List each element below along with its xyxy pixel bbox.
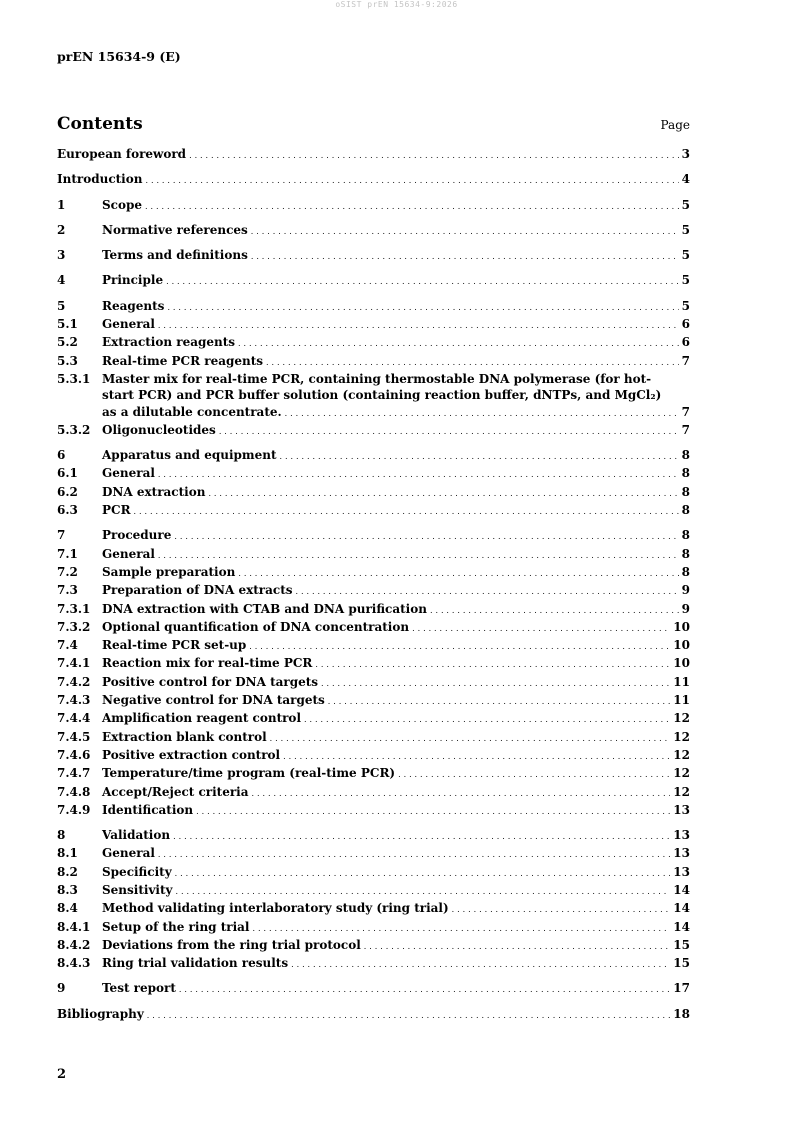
toc-entry-title: as a dilutable concentrate.	[102, 404, 282, 419]
toc-entry-page: 8	[681, 528, 690, 543]
toc-entry-title: General	[102, 466, 155, 481]
toc-entry-title: General	[102, 846, 155, 861]
toc-entry-number: 7.4.7	[57, 766, 91, 781]
toc-entry-page: 12	[673, 747, 690, 762]
toc-entry[interactable]	[57, 784, 690, 802]
toc-entry-page: 12	[673, 729, 690, 744]
toc-entry-number: 7.3.2	[57, 619, 91, 634]
toc-leader-dots	[452, 902, 671, 918]
toc-entry-page: 15	[673, 937, 690, 952]
toc-leader-dots	[158, 318, 679, 334]
toc-entry-title: Introduction	[57, 172, 143, 187]
toc-entry[interactable]	[57, 527, 690, 545]
toc-entry[interactable]	[57, 272, 690, 290]
toc-entry-page: 4	[681, 172, 690, 187]
toc-entry-title: Validation	[102, 828, 171, 843]
toc-entry-title: Terms and definitions	[102, 248, 248, 263]
toc-entry-page: 9	[681, 601, 690, 616]
toc-entry-title: Optional quantification of DNA concentration	[102, 619, 410, 634]
toc-entry[interactable]	[57, 710, 690, 728]
toc-entry-number: 8.4.3	[57, 956, 91, 971]
toc-entry-number: 7.4.1	[57, 656, 91, 671]
toc-entry[interactable]	[57, 1006, 690, 1024]
toc-entry-number: 7.4.9	[57, 802, 91, 817]
toc-entry-page: 13	[673, 846, 690, 861]
toc-entry-page: 13	[673, 864, 690, 879]
toc-entry-number: 6	[57, 448, 66, 463]
toc-entry-number: 4	[57, 273, 66, 288]
toc-leader-dots	[189, 148, 679, 164]
toc-entry-number: 7.4.4	[57, 711, 91, 726]
toc-entry[interactable]	[57, 247, 690, 265]
toc-entry-title: General	[102, 546, 155, 561]
toc-leader-dots	[321, 676, 670, 692]
toc-entry-title: General	[102, 317, 155, 332]
toc-entry-page: 15	[673, 956, 690, 971]
toc-entry-page: 11	[673, 674, 690, 689]
toc-entry[interactable]	[57, 674, 690, 692]
toc-entry[interactable]	[57, 422, 690, 440]
toc-entry-title: Positive control for DNA targets	[102, 674, 319, 689]
toc-entry-page: 5	[681, 197, 690, 212]
toc-entry-number: 7	[57, 528, 66, 543]
toc-entry[interactable]	[57, 900, 690, 918]
toc-entry-title: Real-time PCR set-up	[102, 638, 247, 653]
toc-entry[interactable]	[57, 564, 690, 582]
toc-entry-title: Negative control for DNA targets	[102, 693, 325, 708]
toc-entry-number: 7.1	[57, 546, 78, 561]
toc-leader-dots	[173, 829, 670, 845]
toc-leader-dots	[145, 199, 679, 215]
toc-entry-page: 6	[681, 335, 690, 350]
toc-entry-number: 5	[57, 298, 66, 313]
toc-entry-title: Scope	[102, 197, 143, 212]
toc-leader-dots	[252, 786, 671, 802]
toc-leader-dots	[315, 657, 670, 673]
toc-leader-dots	[158, 548, 679, 564]
toc-entry-title: Temperature/time program (real-time PCR)	[102, 766, 396, 781]
toc-entry[interactable]	[57, 353, 690, 371]
toc-entry-title: Accept/Reject criteria	[102, 784, 249, 799]
toc-entry[interactable]	[57, 655, 690, 673]
toc-leader-dots	[208, 486, 678, 502]
toc-entry-page: 11	[673, 693, 690, 708]
page-number: 2	[57, 1067, 67, 1082]
toc-entry-page: 5	[681, 298, 690, 313]
toc-entry-page: 12	[673, 784, 690, 799]
toc-entry[interactable]	[57, 334, 690, 352]
toc-entry-number: 5.2	[57, 335, 78, 350]
toc-entry-number: 8	[57, 828, 66, 843]
toc-entry[interactable]	[57, 502, 690, 520]
toc-leader-dots	[238, 336, 679, 352]
toc-entry-title-line: Master mix for real-time PCR, containing thermostable DNA polymerase (for hot-	[102, 371, 652, 386]
toc-entry-page: 8	[681, 503, 690, 518]
toc-entry[interactable]	[57, 919, 690, 937]
toc-entry-number: 6.2	[57, 484, 78, 499]
toc-entry-title: Bibliography	[57, 1006, 144, 1021]
toc-entry-title: Real-time PCR reagents	[102, 353, 264, 368]
toc-entry[interactable]	[57, 546, 690, 564]
toc-entry-title: Amplification reagent control	[102, 711, 301, 726]
toc-entry-title: Reaction mix for real-time PCR	[102, 656, 313, 671]
toc-entry[interactable]	[57, 447, 690, 465]
toc-entry[interactable]	[57, 484, 690, 502]
toc-entry-title: PCR	[102, 503, 131, 518]
toc-entry-page: 8	[681, 448, 690, 463]
toc-leader-dots	[147, 1008, 671, 1024]
toc-entry-title: Method validating interlaboratory study (ring trial)	[102, 901, 449, 916]
toc-entry-number: 1	[57, 197, 66, 212]
toc-entry-page: 7	[681, 353, 690, 368]
toc-entry[interactable]	[57, 197, 690, 215]
toc-entry-number: 6.1	[57, 466, 78, 481]
toc-entry-page: 12	[673, 711, 690, 726]
toc-entry-page: 10	[673, 619, 690, 634]
toc-entry[interactable]	[57, 619, 690, 637]
toc-entry-title: Extraction blank control	[102, 729, 267, 744]
toc-entry-title: Ring trial validation results	[102, 956, 289, 971]
toc-entry-title: Normative references	[102, 222, 248, 237]
toc-entry-page: 7	[681, 422, 690, 437]
toc-entry[interactable]	[57, 729, 690, 747]
toc-entry-page: 5	[681, 222, 690, 237]
toc-entry-number: 5.3	[57, 353, 78, 368]
toc-entry[interactable]	[57, 146, 690, 164]
toc-leader-dots	[270, 731, 671, 747]
toc-entry-page: 12	[673, 766, 690, 781]
toc-entry[interactable]	[57, 955, 690, 973]
table-of-contents	[57, 146, 690, 1024]
toc-entry-page: 5	[681, 248, 690, 263]
toc-entry-number: 8.3	[57, 882, 78, 897]
toc-entry-page: 8	[681, 564, 690, 579]
toc-leader-dots	[158, 467, 679, 483]
contents-title: Contents	[57, 114, 143, 134]
toc-entry[interactable]	[57, 582, 690, 600]
toc-entry[interactable]	[57, 222, 690, 240]
toc-entry-title: Preparation of DNA extracts	[102, 583, 293, 598]
toc-entry-page: 5	[681, 273, 690, 288]
toc-entry-page: 10	[673, 656, 690, 671]
toc-entry-page: 13	[673, 828, 690, 843]
toc-entry-number: 2	[57, 222, 66, 237]
toc-entry-number: 7.4	[57, 638, 78, 653]
toc-entry-title: Positive extraction control	[102, 747, 281, 762]
toc-leader-dots	[175, 866, 671, 882]
toc-leader-dots	[283, 749, 670, 765]
toc-leader-dots	[174, 529, 678, 545]
toc-leader-dots	[196, 804, 670, 820]
toc-leader-dots	[328, 694, 671, 710]
toc-leader-dots	[179, 982, 670, 998]
toc-entry-number: 7.4.8	[57, 784, 91, 799]
toc-entry[interactable]	[57, 465, 690, 483]
toc-entry-number: 8.2	[57, 864, 78, 879]
toc-entry-title: Sensitivity	[102, 882, 173, 897]
toc-leader-dots	[158, 847, 670, 863]
toc-entry[interactable]	[57, 692, 690, 710]
toc-entry[interactable]	[57, 882, 690, 900]
toc-leader-dots	[176, 884, 671, 900]
toc-entry-number: 7.4.3	[57, 693, 91, 708]
toc-leader-dots	[145, 173, 678, 189]
toc-entry-title: Specificity	[102, 864, 172, 879]
toc-leader-dots	[253, 921, 671, 937]
toc-entry-page: 6	[681, 317, 690, 332]
toc-entry[interactable]	[57, 316, 690, 334]
toc-leader-dots	[266, 355, 679, 371]
toc-entry-number: 7.4.2	[57, 674, 91, 689]
toc-entry-title: Sample preparation	[102, 564, 236, 579]
toc-leader-dots	[296, 584, 679, 600]
toc-entry-page: 10	[673, 638, 690, 653]
toc-entry[interactable]	[57, 747, 690, 765]
toc-entry-title: Extraction reagents	[102, 335, 236, 350]
toc-entry-number: 8.4.1	[57, 919, 91, 934]
toc-entry-title: European foreword	[57, 147, 187, 161]
toc-entry-title: Identification	[102, 802, 194, 817]
toc-entry-number: 7.3.1	[57, 601, 91, 616]
toc-entry-title: DNA extraction	[102, 484, 206, 499]
toc-entry-number: 6.3	[57, 503, 78, 518]
toc-entry[interactable]	[57, 171, 690, 189]
toc-entry-number: 5.1	[57, 317, 78, 332]
watermark: oSIST prEN 15634-9:2026	[335, 0, 458, 9]
toc-leader-dots	[398, 767, 670, 783]
toc-entry-title: Test report	[102, 981, 176, 996]
toc-entry-number: 9	[57, 981, 66, 996]
toc-entry-page: 7	[681, 404, 690, 419]
toc-entry-page: 14	[673, 919, 690, 934]
toc-entry-number: 7.4.5	[57, 729, 91, 744]
toc-entry-title: Setup of the ring trial	[102, 919, 250, 934]
document-id: prEN 15634-9 (E)	[57, 49, 181, 64]
toc-entry[interactable]	[57, 765, 690, 783]
toc-entry-number: 8.4.2	[57, 937, 91, 952]
toc-entry-title: Deviations from the ring trial protocol	[102, 937, 361, 952]
toc-leader-dots	[219, 424, 679, 440]
toc-entry-page: 8	[681, 484, 690, 499]
toc-entry-title: Procedure	[102, 528, 172, 543]
toc-entry[interactable]	[57, 298, 690, 316]
toc-entry-page: 3	[681, 147, 690, 161]
toc-entry[interactable]	[57, 864, 690, 882]
toc-leader-dots	[364, 939, 671, 955]
toc-leader-dots	[291, 957, 670, 973]
toc-entry[interactable]	[57, 827, 690, 845]
toc-entry[interactable]	[57, 980, 690, 998]
toc-entry-number: 7.3	[57, 583, 78, 598]
toc-leader-dots	[167, 300, 678, 316]
toc-entry-title: Principle	[102, 273, 164, 288]
toc-leader-dots	[251, 224, 679, 240]
toc-entry[interactable]	[57, 637, 690, 655]
toc-entry-page: 14	[673, 882, 690, 897]
toc-entry[interactable]	[57, 845, 690, 863]
toc-leader-dots	[285, 406, 679, 422]
toc-entry-number: 8.1	[57, 846, 78, 861]
toc-entry-number: 8.4	[57, 901, 78, 916]
toc-entry[interactable]	[57, 601, 690, 619]
toc-entry-number: 5.3.1	[57, 371, 91, 386]
toc-entry-number: 5.3.2	[57, 422, 91, 437]
toc-entry-page: 9	[681, 583, 690, 598]
toc-entry-number: 7.2	[57, 564, 78, 579]
toc-leader-dots	[304, 712, 670, 728]
toc-entry-page: 8	[681, 466, 690, 481]
toc-leader-dots	[249, 639, 670, 655]
toc-entry-title: Reagents	[102, 298, 165, 313]
toc-leader-dots	[238, 566, 678, 582]
toc-entry-title: Oligonucleotides	[102, 422, 216, 437]
toc-leader-dots	[430, 603, 679, 619]
toc-entry-page: 14	[673, 901, 690, 916]
toc-entry[interactable]	[57, 371, 690, 422]
toc-entry-number: 7.4.6	[57, 747, 91, 762]
toc-entry-number: 3	[57, 248, 66, 263]
toc-entry-title-line: start PCR) and PCR buffer solution (containing reaction buffer, dNTPs, and MgCl₂)	[102, 388, 662, 403]
page-column-label: Page	[660, 118, 690, 132]
toc-leader-dots	[166, 274, 679, 290]
toc-leader-dots	[412, 621, 670, 637]
toc-leader-dots	[251, 249, 679, 265]
toc-entry-title: Apparatus and equipment	[102, 448, 277, 463]
toc-entry-page: 17	[673, 981, 690, 996]
toc-leader-dots	[280, 449, 679, 465]
toc-entry[interactable]	[57, 802, 690, 820]
toc-entry-page: 8	[681, 546, 690, 561]
toc-entry-page: 18	[673, 1006, 690, 1021]
toc-entry[interactable]	[57, 937, 690, 955]
toc-entry-page: 13	[673, 802, 690, 817]
toc-entry-title: DNA extraction with CTAB and DNA purification	[102, 601, 427, 616]
toc-leader-dots	[134, 504, 679, 520]
